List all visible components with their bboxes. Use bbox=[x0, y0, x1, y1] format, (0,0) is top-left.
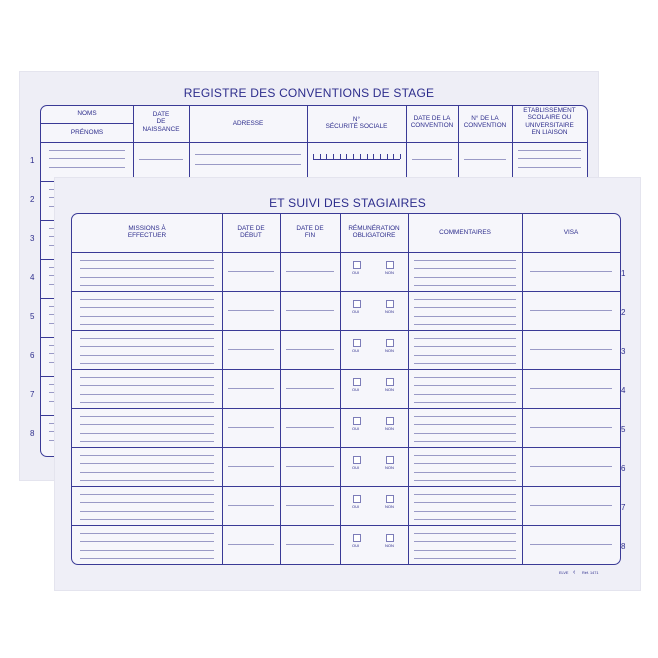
write-line bbox=[414, 416, 516, 417]
checkbox-label-oui: OUI bbox=[352, 387, 360, 392]
write-line bbox=[530, 505, 612, 506]
row-divider bbox=[72, 447, 620, 448]
row-number: 6 bbox=[30, 351, 35, 360]
checkbox-non bbox=[386, 300, 394, 308]
write-line bbox=[286, 466, 334, 467]
write-line bbox=[80, 277, 214, 278]
write-line bbox=[530, 271, 612, 272]
footer-brand: ELVE bbox=[559, 571, 569, 575]
row-number: 2 bbox=[30, 195, 35, 204]
register-title: REGISTRE DES CONVENTIONS DE STAGE bbox=[183, 86, 435, 100]
checkbox-oui bbox=[353, 495, 361, 503]
checkbox-non bbox=[386, 261, 394, 269]
row-number: 7 bbox=[30, 390, 35, 399]
write-line bbox=[530, 466, 612, 467]
row-divider bbox=[72, 330, 620, 331]
write-line bbox=[530, 310, 612, 311]
write-line bbox=[228, 349, 274, 350]
header-date-convention: DATE DE LA CONVENTION bbox=[410, 115, 454, 130]
checkbox-label-non: NON bbox=[385, 309, 394, 314]
header-commentaires: COMMENTAIRES bbox=[439, 229, 491, 236]
checkbox-oui bbox=[353, 300, 361, 308]
row-divider bbox=[72, 408, 620, 409]
write-line bbox=[518, 150, 581, 151]
write-line bbox=[80, 558, 214, 559]
header-remuneration: RÉMUNÉRATION OBLIGATOIRE bbox=[348, 225, 400, 240]
write-line bbox=[414, 277, 516, 278]
write-line bbox=[414, 424, 516, 425]
checkbox-label-oui: OUI bbox=[352, 270, 360, 275]
write-line bbox=[228, 310, 274, 311]
column-divider bbox=[222, 214, 223, 564]
header-visa: VISA bbox=[563, 229, 579, 236]
write-line bbox=[414, 441, 516, 442]
write-line bbox=[80, 402, 214, 403]
write-line bbox=[414, 550, 516, 551]
write-line bbox=[518, 167, 581, 168]
row-divider bbox=[72, 525, 620, 526]
write-line bbox=[49, 150, 125, 151]
checkbox-label-non: NON bbox=[385, 465, 394, 470]
column-divider bbox=[522, 214, 523, 564]
ssn-ruler-tick bbox=[373, 154, 374, 159]
checkbox-label-oui: OUI bbox=[352, 543, 360, 548]
checkbox-label-oui: OUI bbox=[352, 465, 360, 470]
row-number: 1 bbox=[621, 269, 626, 278]
write-line bbox=[80, 316, 214, 317]
checkbox-oui bbox=[353, 534, 361, 542]
checkbox-label-non: NON bbox=[385, 426, 394, 431]
write-line bbox=[414, 316, 516, 317]
checkbox-oui bbox=[353, 378, 361, 386]
write-line bbox=[139, 159, 183, 160]
write-line bbox=[80, 511, 214, 512]
write-line bbox=[414, 363, 516, 364]
write-line bbox=[414, 558, 516, 559]
write-line bbox=[414, 385, 516, 386]
checkbox-label-non: NON bbox=[385, 504, 394, 509]
write-line bbox=[80, 355, 214, 356]
write-line bbox=[414, 394, 516, 395]
write-line bbox=[228, 271, 274, 272]
column-divider bbox=[280, 214, 281, 564]
write-line bbox=[530, 388, 612, 389]
write-line bbox=[80, 472, 214, 473]
checkbox-non bbox=[386, 378, 394, 386]
write-line bbox=[80, 377, 214, 378]
footer-brand-mark: ‹ bbox=[573, 569, 576, 576]
checkbox-non bbox=[386, 534, 394, 542]
write-line bbox=[414, 502, 516, 503]
write-line bbox=[228, 505, 274, 506]
header-securite-sociale: N° SÉCURITÉ SOCIALE bbox=[325, 116, 388, 131]
write-line bbox=[80, 299, 214, 300]
ssn-ruler-tick bbox=[387, 154, 388, 159]
ssn-ruler-tick bbox=[380, 154, 381, 159]
header-prenoms: PRÉNOMS bbox=[70, 129, 104, 136]
row-number: 8 bbox=[621, 542, 626, 551]
header-divider bbox=[72, 252, 620, 253]
checkbox-label-oui: OUI bbox=[352, 309, 360, 314]
write-line bbox=[80, 433, 214, 434]
write-line bbox=[195, 164, 301, 165]
write-line bbox=[414, 324, 516, 325]
ssn-ruler-tick bbox=[313, 154, 314, 159]
checkbox-label-non: NON bbox=[385, 543, 394, 548]
write-line bbox=[80, 394, 214, 395]
write-line bbox=[80, 363, 214, 364]
write-line bbox=[228, 388, 274, 389]
write-line bbox=[414, 377, 516, 378]
write-line bbox=[414, 433, 516, 434]
write-line bbox=[286, 349, 334, 350]
header-date-naissance: DATE DE NAISSANCE bbox=[142, 111, 180, 133]
ssn-ruler-tick bbox=[320, 154, 321, 159]
write-line bbox=[414, 494, 516, 495]
follow-up-title: ET SUIVI DES STAGIAIRES bbox=[269, 196, 426, 210]
row-number: 8 bbox=[30, 429, 35, 438]
ssn-ruler-tick bbox=[353, 154, 354, 159]
write-line bbox=[286, 544, 334, 545]
write-line bbox=[80, 416, 214, 417]
write-line bbox=[228, 544, 274, 545]
write-line bbox=[80, 455, 214, 456]
write-line bbox=[80, 541, 214, 542]
follow-up-table bbox=[71, 213, 621, 565]
write-line bbox=[80, 441, 214, 442]
ssn-ruler-tick bbox=[367, 154, 368, 159]
row-number: 2 bbox=[621, 308, 626, 317]
ssn-ruler-tick bbox=[346, 154, 347, 159]
write-line bbox=[80, 338, 214, 339]
write-line bbox=[414, 533, 516, 534]
row-divider bbox=[72, 291, 620, 292]
ssn-ruler-tick bbox=[333, 154, 334, 159]
write-line bbox=[414, 285, 516, 286]
write-line bbox=[464, 159, 506, 160]
row-divider bbox=[72, 486, 620, 487]
follow-up-sheet-front bbox=[55, 178, 640, 590]
header-num-convention: N° DE LA CONVENTION bbox=[463, 115, 507, 130]
ssn-ruler-tick bbox=[393, 154, 394, 159]
write-line bbox=[518, 158, 581, 159]
write-line bbox=[414, 472, 516, 473]
write-line bbox=[80, 285, 214, 286]
write-line bbox=[80, 533, 214, 534]
checkbox-label-oui: OUI bbox=[352, 348, 360, 353]
write-line bbox=[286, 271, 334, 272]
write-line bbox=[530, 349, 612, 350]
write-line bbox=[80, 550, 214, 551]
write-line bbox=[414, 355, 516, 356]
row-number: 5 bbox=[621, 425, 626, 434]
write-line bbox=[80, 268, 214, 269]
row-number: 7 bbox=[621, 503, 626, 512]
write-line bbox=[80, 494, 214, 495]
ssn-ruler-tick bbox=[360, 154, 361, 159]
ssn-ruler-tick bbox=[400, 154, 401, 159]
header-missions: MISSIONS À EFFECTUER bbox=[127, 225, 167, 240]
write-line bbox=[49, 167, 125, 168]
write-line bbox=[286, 427, 334, 428]
names-subdivider bbox=[41, 123, 133, 124]
write-line bbox=[80, 463, 214, 464]
write-line bbox=[80, 307, 214, 308]
write-line bbox=[80, 324, 214, 325]
checkbox-label-oui: OUI bbox=[352, 504, 360, 509]
header-etablissement: ETABLISSEMENT SCOLAIRE OU UNIVERSITAIRE EN LIAISON bbox=[523, 107, 576, 137]
write-line bbox=[414, 260, 516, 261]
write-line bbox=[414, 402, 516, 403]
ssn-ruler bbox=[313, 152, 400, 160]
checkbox-non bbox=[386, 339, 394, 347]
row-number: 3 bbox=[621, 347, 626, 356]
write-line bbox=[80, 519, 214, 520]
write-line bbox=[286, 310, 334, 311]
write-line bbox=[414, 299, 516, 300]
header-date-fin: DATE DE FIN bbox=[296, 225, 324, 240]
ssn-ruler-tick bbox=[340, 154, 341, 159]
checkbox-oui bbox=[353, 417, 361, 425]
write-line bbox=[414, 268, 516, 269]
checkbox-non bbox=[386, 456, 394, 464]
row-divider bbox=[72, 369, 620, 370]
ssn-ruler-tick bbox=[326, 154, 327, 159]
write-line bbox=[414, 511, 516, 512]
write-line bbox=[414, 455, 516, 456]
write-line bbox=[286, 388, 334, 389]
row-number: 3 bbox=[30, 234, 35, 243]
checkbox-label-non: NON bbox=[385, 348, 394, 353]
header-noms: NOMS bbox=[77, 110, 97, 117]
checkbox-label-non: NON bbox=[385, 270, 394, 275]
checkbox-non bbox=[386, 495, 394, 503]
write-line bbox=[228, 466, 274, 467]
checkbox-oui bbox=[353, 456, 361, 464]
write-line bbox=[195, 154, 301, 155]
header-divider bbox=[41, 142, 587, 143]
write-line bbox=[49, 158, 125, 159]
row-number: 6 bbox=[621, 464, 626, 473]
write-line bbox=[414, 307, 516, 308]
header-adresse: ADRESSE bbox=[232, 120, 264, 127]
write-line bbox=[80, 385, 214, 386]
column-divider bbox=[340, 214, 341, 564]
write-line bbox=[80, 502, 214, 503]
write-line bbox=[228, 427, 274, 428]
row-number: 1 bbox=[30, 156, 35, 165]
write-line bbox=[414, 463, 516, 464]
write-line bbox=[80, 424, 214, 425]
write-line bbox=[414, 519, 516, 520]
write-line bbox=[414, 480, 516, 481]
write-line bbox=[414, 346, 516, 347]
write-line bbox=[414, 541, 516, 542]
checkbox-oui bbox=[353, 339, 361, 347]
row-number: 4 bbox=[30, 273, 35, 282]
write-line bbox=[80, 480, 214, 481]
checkbox-label-oui: OUI bbox=[352, 426, 360, 431]
checkbox-oui bbox=[353, 261, 361, 269]
row-number: 5 bbox=[30, 312, 35, 321]
checkbox-label-non: NON bbox=[385, 387, 394, 392]
write-line bbox=[80, 346, 214, 347]
checkbox-non bbox=[386, 417, 394, 425]
write-line bbox=[412, 159, 452, 160]
write-line bbox=[530, 427, 612, 428]
column-divider bbox=[408, 214, 409, 564]
row-number: 4 bbox=[621, 386, 626, 395]
header-date-debut: DATE DE DÉBUT bbox=[237, 225, 265, 240]
write-line bbox=[80, 260, 214, 261]
write-line bbox=[414, 338, 516, 339]
footer-reference: Réf. 1471 bbox=[582, 571, 599, 575]
write-line bbox=[286, 505, 334, 506]
write-line bbox=[530, 544, 612, 545]
